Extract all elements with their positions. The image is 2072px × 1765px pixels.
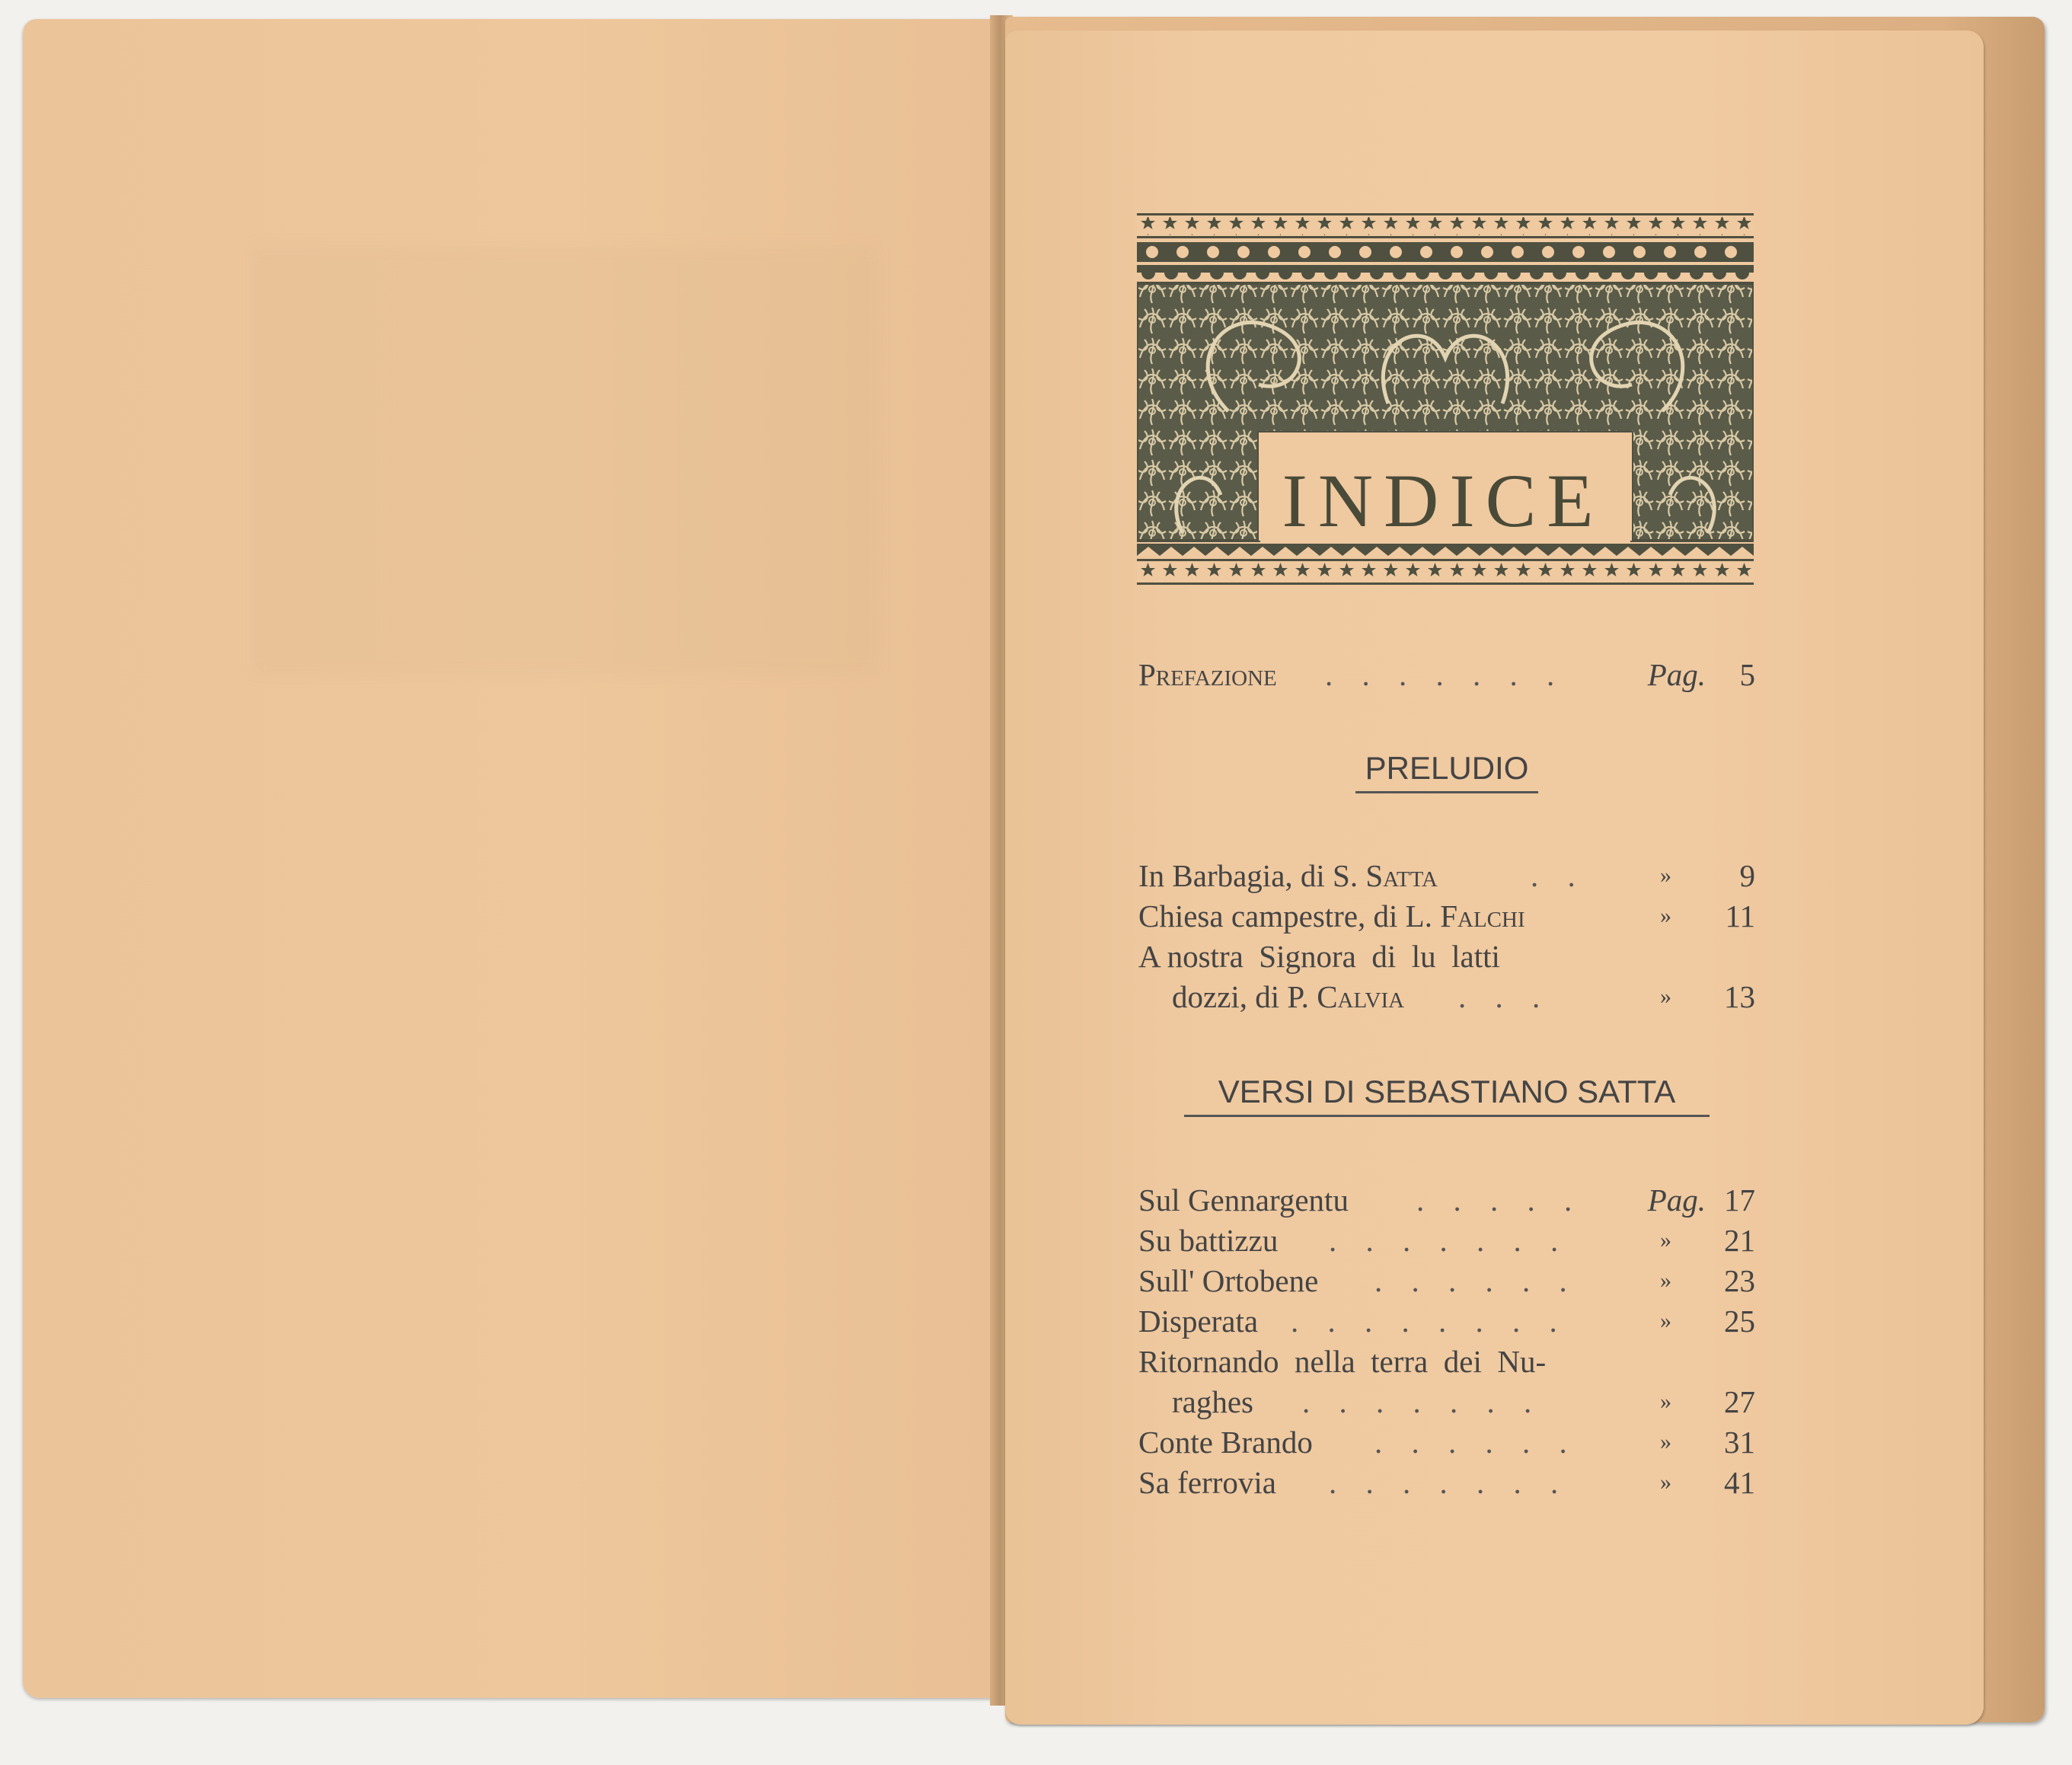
entry-title: In Barbagia, di S. Satta [1138,858,1438,893]
entry-title: Chiesa campestre, di L. Falchi [1138,898,1525,934]
section-heading-versi: VERSI DI SEBASTIANO SATTA [1184,1074,1710,1117]
left-blank-page [23,19,998,1698]
page-number: 25 [1724,1304,1755,1339]
page-number: 27 [1724,1384,1755,1419]
page-number: 23 [1724,1263,1755,1298]
entry-title: Sull' Ortobene [1138,1263,1319,1298]
entry-title: Disperata [1138,1304,1259,1339]
ditto-mark: » [1660,1308,1671,1333]
page-marker: Pag. [1647,657,1706,692]
page-marker: Pag. [1647,1183,1706,1218]
toc-entry-continued[interactable] [1138,975,1755,1018]
leader-dots: . . . . . . . [1329,1465,1569,1500]
leader-dots: . . . . . . [1374,1425,1578,1460]
page-number: 17 [1724,1183,1755,1218]
leader-dots: . . . . . . . [1329,1223,1569,1258]
toc-entry[interactable] [1138,935,1755,978]
leader-dots: . . . . . . . [1302,1384,1543,1419]
toc-entry-continued[interactable] [1138,1380,1755,1423]
leader-dots: . . . . . [1416,1183,1583,1218]
ditto-mark: » [1660,1389,1671,1414]
entry-title: Conte Brando [1138,1425,1313,1460]
toc-entry[interactable] [1138,1461,1755,1504]
entry-title: A nostra Signora di lu latti [1138,939,1500,974]
page-number: 9 [1739,858,1755,893]
toc-entry[interactable] [1138,1340,1755,1383]
page-title: INDICE [1282,458,1604,543]
ditto-mark: » [1660,1470,1671,1495]
toc-entry[interactable] [1138,1300,1755,1342]
entry-title: dozzi, di P. Calvia [1172,979,1405,1014]
toc-entry[interactable] [1138,895,1755,937]
toc-entry[interactable] [1138,1179,1755,1221]
toc-entry-prefazione[interactable] [1138,653,1755,696]
entry-title: Sul Gennargentu [1138,1183,1349,1218]
entry-title: raghes [1172,1384,1254,1419]
ditto-mark: » [1660,1227,1671,1253]
leader-dots: . . [1531,858,1586,893]
entry-title: Sa ferrovia [1138,1465,1276,1500]
toc-entry[interactable] [1138,854,1755,897]
ditto-mark: » [1660,1429,1671,1454]
section-heading-preludio: PRELUDIO [1355,750,1538,793]
entry-title: Prefazione [1138,657,1277,692]
toc-entry[interactable] [1138,1421,1755,1463]
ditto-mark: » [1660,903,1671,928]
leader-dots: . . . . . . . . [1291,1304,1568,1339]
ditto-mark: » [1660,863,1671,888]
show-through-stain [251,247,876,674]
page-number: 5 [1739,657,1755,692]
ditto-mark: » [1660,984,1671,1009]
leader-dots: . . . . . . . [1325,657,1566,692]
leader-dots: . . . [1458,979,1551,1014]
ditto-mark: » [1660,1268,1671,1293]
page-number: 13 [1724,979,1755,1014]
leader-dots: . . . . . . [1374,1263,1578,1298]
page-number: 21 [1724,1223,1755,1258]
page-number: 41 [1724,1465,1755,1500]
page-number: 31 [1724,1425,1755,1460]
page-number: 11 [1725,898,1755,934]
toc-entry[interactable] [1138,1259,1755,1302]
toc-entry[interactable] [1138,1219,1755,1262]
entry-title: Su battizzu [1138,1223,1279,1258]
entry-title: Ritornando nella terra dei Nu- [1138,1344,1547,1379]
